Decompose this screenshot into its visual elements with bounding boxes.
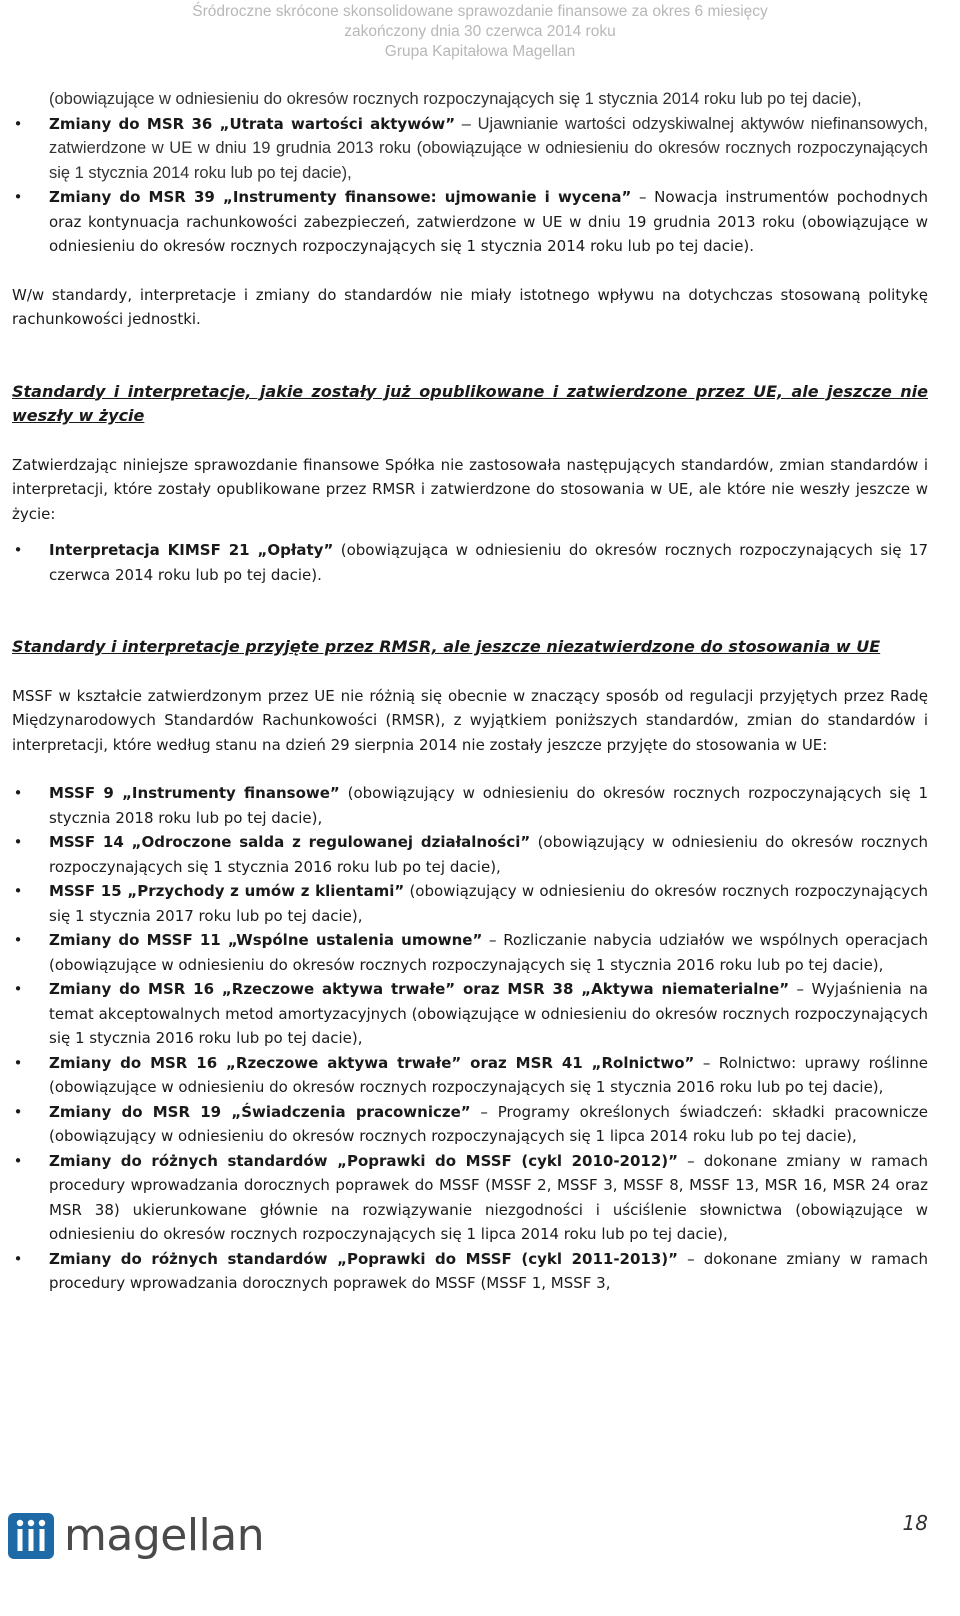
list-item-title: Zmiany do MSR 19 „Świadczenia pracownicze” <box>49 1102 471 1121</box>
document-body <box>12 87 928 1296</box>
list-item-text: (obowiązujący w odniesieniu do okresów rocznych rozpoczynających się 1 stycznia 2016 roku lub po tej dacie), <box>49 833 928 876</box>
list-item-title: MSSF 15 „Przychody z umów z klientami” <box>49 882 405 900</box>
list-item <box>12 112 928 186</box>
section-heading: Standardy i interpretacje przyjęte przez RMSR, ale jeszcze niezatwierdzone do stosowania w UE <box>12 637 881 656</box>
list-item-title: Zmiany do różnych standardów „Poprawki do MSSF (cykl 2011-2013)” <box>49 1249 679 1268</box>
list-item <box>12 538 928 587</box>
list-item-text: – Rozliczanie nabycia udziałów we wspólnych operacjach (obowiązujące w odniesieniu do okresów rocznych rozpoczynających się 1 stycznia 2016 roku lub po tej dacie), <box>49 931 928 974</box>
bullet-icon: • <box>13 931 23 949</box>
list-item-text: – Ujawnianie wartości odzyskiwalnej aktywów niefinansowych, zatwierdzone w UE w dniu 19 grudnia 2013 roku (obowiązujące w odniesieniu do okresów rocznych rozpoczynających się 1 stycznia 2014 roku lub po tej dacie), <box>49 114 929 182</box>
list-item-text: – Rolnictwo: uprawy roślinne (obowiązujące w odniesieniu do okresów rocznych rozpoczynających się 1 stycznia 2016 roku lub po tej dacie), <box>49 1053 929 1096</box>
list-item <box>12 1149 928 1247</box>
list-item-title: Zmiany do różnych standardów „Poprawki do MSSF (cykl 2010-2012)” <box>49 1151 679 1170</box>
list-item <box>12 1247 928 1296</box>
magellan-mark-icon <box>8 1513 54 1559</box>
list-item-text: (obowiązujący w odniesieniu do okresów rocznych rozpoczynających się 1 stycznia 2017 roku lub po tej dacie), <box>49 882 928 925</box>
bullet-icon: • <box>13 1249 23 1268</box>
list-item-text: – Nowacja instrumentów pochodnych oraz kontynuacja rachunkowości zabezpieczeń, zatwierdzone w UE w dniu 19 grudnia 2013 roku (obowiązujące w odniesieniu do okresów rocznych rozpoczynających się 1 stycznia 2014 roku lub po tej dacie). <box>49 188 929 255</box>
bullet-icon: • <box>13 980 23 998</box>
list-item-title: MSSF 9 „Instrumenty finansowe” <box>49 784 340 802</box>
bullet-icon: • <box>13 541 23 559</box>
list-item-text: – Wyjaśnienia na temat akceptowalnych metod amortyzacyjnych (obowiązujące w odniesieniu do okresów rocznych rozpoczynających się 1 stycznia 2016 roku lub po tej dacie), <box>49 980 928 1047</box>
list-item-text: – Programy określonych świadczeń: składki pracownicze (obowiązujący w odniesieniu do okresów rocznych rozpoczynających się 1 lipca 2014 roku lub po tej dacie), <box>49 1102 929 1145</box>
list-item <box>12 879 928 928</box>
paragraph: W/w standardy, interpretacje i zmiany do standardów nie miały istotnego wpływu na dotychczas stosowaną politykę rachunkowości jednostki. <box>12 285 928 328</box>
list-item <box>12 1051 928 1100</box>
list-item-title: Zmiany do MSR 16 „Rzeczowe aktywa trwałe” oraz MSR 38 „Aktywa niematerialne” <box>49 980 790 998</box>
list-item <box>12 830 928 879</box>
bullet-icon: • <box>13 833 23 851</box>
bullet-icon: • <box>13 1053 23 1072</box>
amendments-list-2 <box>12 538 928 587</box>
bullet-icon: • <box>13 882 23 900</box>
section-heading: Standardy i interpretacje, jakie zostały już opublikowane i zatwierdzone przez UE, ale jeszcze nie weszły w życie <box>12 381 928 425</box>
list-item <box>12 781 928 830</box>
list-item <box>12 185 928 259</box>
bullet-icon: • <box>13 784 23 802</box>
header-line-3: Grupa Kapitałowa Magellan <box>384 43 576 60</box>
bullet-icon: • <box>13 188 23 206</box>
page-number: 18 <box>902 1511 928 1535</box>
list-item-text: (obowiązujący w odniesieniu do okresów rocznych rozpoczynających się 1 stycznia 2018 roku lub po tej dacie), <box>49 784 928 827</box>
bullet-icon: • <box>13 114 23 133</box>
amendments-list-3 <box>12 781 928 1296</box>
list-item-title: Zmiany do MSR 36 „Utrata wartości aktywów” <box>49 114 456 133</box>
list-item-continuation: (obowiązujące w odniesieniu do okresów rocznych rozpoczynających się 1 stycznia 2014 roku lub po tej dacie), <box>49 90 862 108</box>
list-item-text: – dokonane zmiany w ramach procedury wprowadzania dorocznych poprawek do MSSF (MSSF 2, MSSF 3, MSSF 8, MSSF 13, MSR 16, MSR 24 oraz MSR 38) ukierunkowane głównie na rozwiązywanie niezgodności i uściślenie słownictwa (obowiązujące w odniesieniu do okresów rocznych rozpoczynających się 1 lipca 2014 roku lub po tej dacie), <box>49 1151 928 1243</box>
bullet-icon: • <box>13 1151 23 1170</box>
paragraph: Zatwierdzając niniejsze sprawozdanie finansowe Spółka nie zastosowała następujących standardów, zmian standardów i interpretacji, które zostały opublikowane przez RMSR i zatwierdzone do stosowania w UE, ale które nie weszły jeszcze w życie: <box>12 455 928 523</box>
list-item-title: Interpretacja KIMSF 21 „Opłaty” <box>49 541 334 559</box>
list-item <box>12 1100 928 1149</box>
page-header <box>0 2 960 62</box>
list-item <box>12 928 928 977</box>
logo-text: magellan <box>64 1510 265 1561</box>
list-item-text: (obowiązująca w odniesieniu do okresów rocznych rozpoczynających się 17 czerwca 2014 roku lub po tej dacie). <box>49 541 928 584</box>
magellan-logo <box>8 1510 264 1561</box>
paragraph: MSSF w kształcie zatwierdzonym przez UE nie różnią się obecnie w znaczący sposób od regulacji przyjętych przez Radę Międzynarodowych Standardów Rachunkowości (RMSR), z wyjątkiem poniższych standardów, zmian do standardów i interpretacji, które według stanu na dzień 29 sierpnia 2014 nie zostały jeszcze przyjęte do stosowania w UE: <box>12 686 928 754</box>
list-item-title: Zmiany do MSSF 11 „Wspólne ustalenia umowne” <box>49 931 483 949</box>
list-item-text: – dokonane zmiany w ramach procedury wprowadzania dorocznych poprawek do MSSF (MSSF 1, MSSF 3, <box>49 1249 928 1292</box>
header-line-2: zakończony dnia 30 czerwca 2014 roku <box>344 23 616 40</box>
list-item-title: Zmiany do MSR 39 „Instrumenty finansowe: ujmowanie i wycena” <box>49 188 632 206</box>
amendments-list-1 <box>12 112 928 259</box>
list-item-title: Zmiany do MSR 16 „Rzeczowe aktywa trwałe” oraz MSR 41 „Rolnictwo” <box>49 1053 695 1072</box>
bullet-icon: • <box>13 1102 23 1121</box>
list-item <box>12 977 928 1051</box>
header-line-1: Śródroczne skrócone skonsolidowane sprawozdanie finansowe za okres 6 miesięcy <box>192 3 768 20</box>
list-item-title: MSSF 14 „Odroczone salda z regulowanej działalności” <box>49 833 531 851</box>
